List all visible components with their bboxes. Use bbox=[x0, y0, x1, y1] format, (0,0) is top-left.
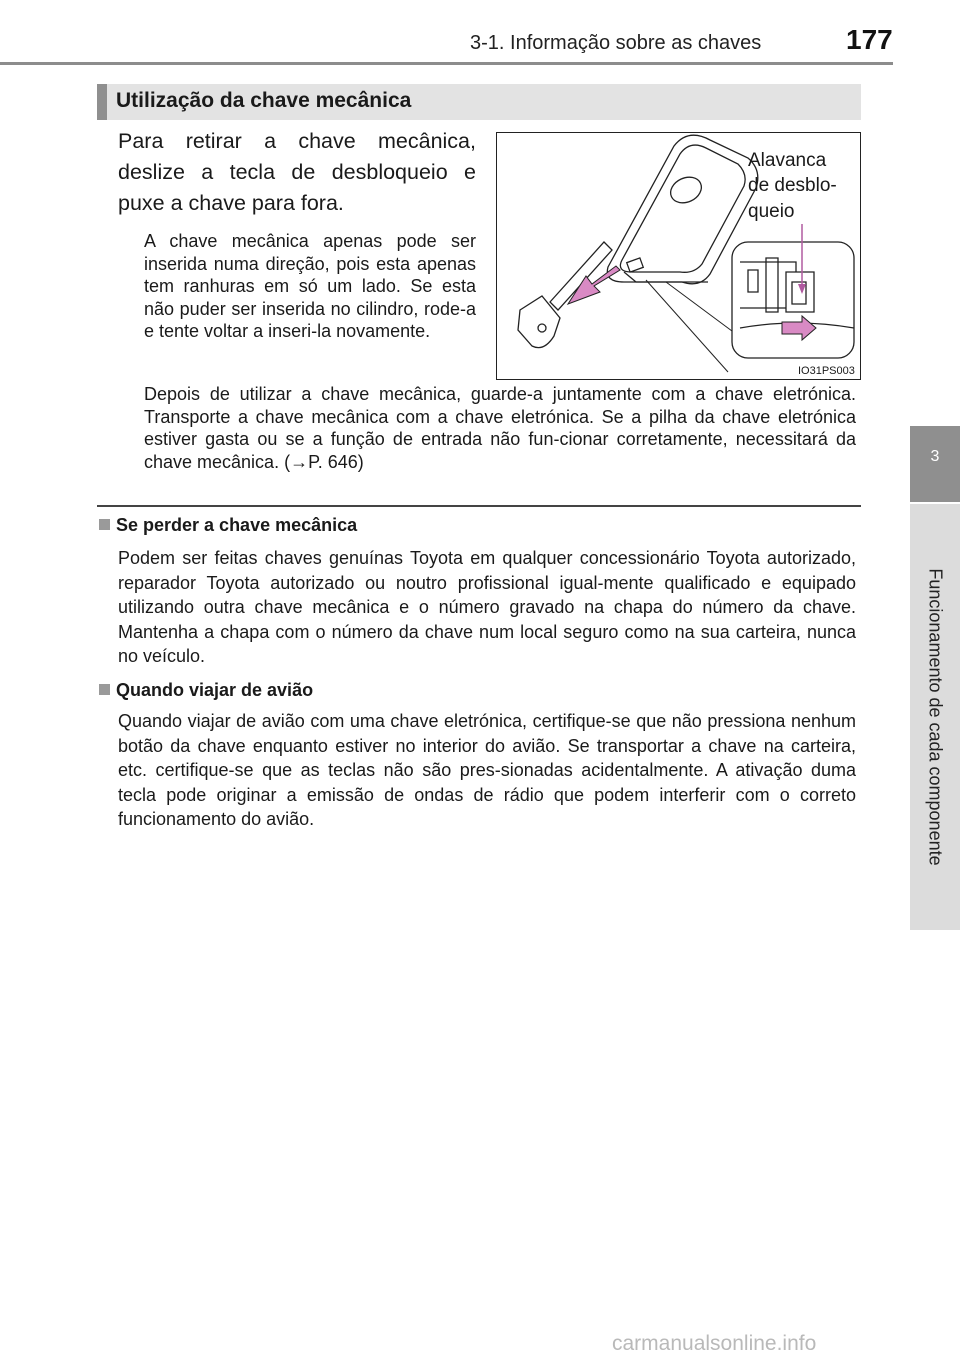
lever-label-1: Alavanca bbox=[748, 150, 827, 171]
chapter-label: Funcionamento de cada componente bbox=[925, 568, 946, 866]
key-illustration bbox=[496, 132, 861, 380]
release-lever-detail bbox=[732, 242, 854, 358]
section-heading-bar bbox=[97, 84, 861, 120]
figure-code: IO31PS003 bbox=[798, 365, 855, 377]
lever-label-2: de desblo- bbox=[748, 175, 837, 196]
section-heading: Utilização da chave mecânica bbox=[116, 89, 412, 112]
square-bullet-icon bbox=[99, 684, 110, 695]
note-paragraph-2: Depois de utilizar a chave mecânica, guarde-a juntamente com a chave eletrónica. Transporte a chave mecânica com a chave eletrónica. Se a pilha da chave eletrónica estiver gasta ou se a função de entrada não fun-cionar corretamente, necessitará da chave mecânica. (→P. 646) bbox=[144, 384, 856, 472]
subsection-body: Quando viajar de avião com uma chave eletrónica, certifique-se que não pressiona nenhum botão da chave enquanto estiver no interior do avião. Se transportar a chave na carteira, etc. certifique-se que as teclas não são pres-sionadas acidentalmente. A ativação duma tecla pode originar a emissão de ondas de rádio que podem interferir com o correto funcionamento do avião. bbox=[118, 711, 856, 829]
note-paragraph-1: A chave mecânica apenas pode ser inserida numa direção, pois esta apenas tem ranhuras em só um lado. Se esta não puder ser inserida no cilindro, rode-a e tente voltar a inseri-la novamente. bbox=[144, 231, 476, 341]
subsection-title: Quando viajar de avião bbox=[116, 680, 314, 700]
subsection-heading bbox=[99, 680, 313, 701]
header-rule bbox=[0, 62, 893, 65]
chapter-tab bbox=[910, 426, 960, 502]
subsection-body: Podem ser feitas chaves genuínas Toyota em qualquer concessionário Toyota autorizado, reparador Toyota autorizado ou noutro profissional igual-mente qualificado e equipado utilizando outra chave mecânica e o número gravado na chapa do número da chave. Mantenha a chapa com o número da chave num local seguro como na sua carteira, nunca no veículo. bbox=[118, 548, 856, 666]
watermark: carmanualsonline.info bbox=[612, 1332, 817, 1355]
lever-label-3: queio bbox=[748, 201, 795, 222]
subsection-title: Se perder a chave mecânica bbox=[116, 515, 358, 535]
intro-paragraph: Para retirar a chave mecânica, deslize a tecla de desbloqueio e puxe a chave para fora. bbox=[118, 129, 476, 215]
chapter-tab-strip bbox=[910, 504, 960, 930]
section-title: 3-1. Informação sobre as chaves bbox=[470, 32, 762, 54]
section-divider bbox=[97, 505, 861, 507]
square-bullet-icon bbox=[99, 519, 110, 530]
subsection-heading bbox=[99, 515, 357, 536]
page-number: 177 bbox=[846, 24, 893, 55]
chapter-number: 3 bbox=[930, 448, 940, 465]
heading-accent bbox=[97, 84, 107, 120]
